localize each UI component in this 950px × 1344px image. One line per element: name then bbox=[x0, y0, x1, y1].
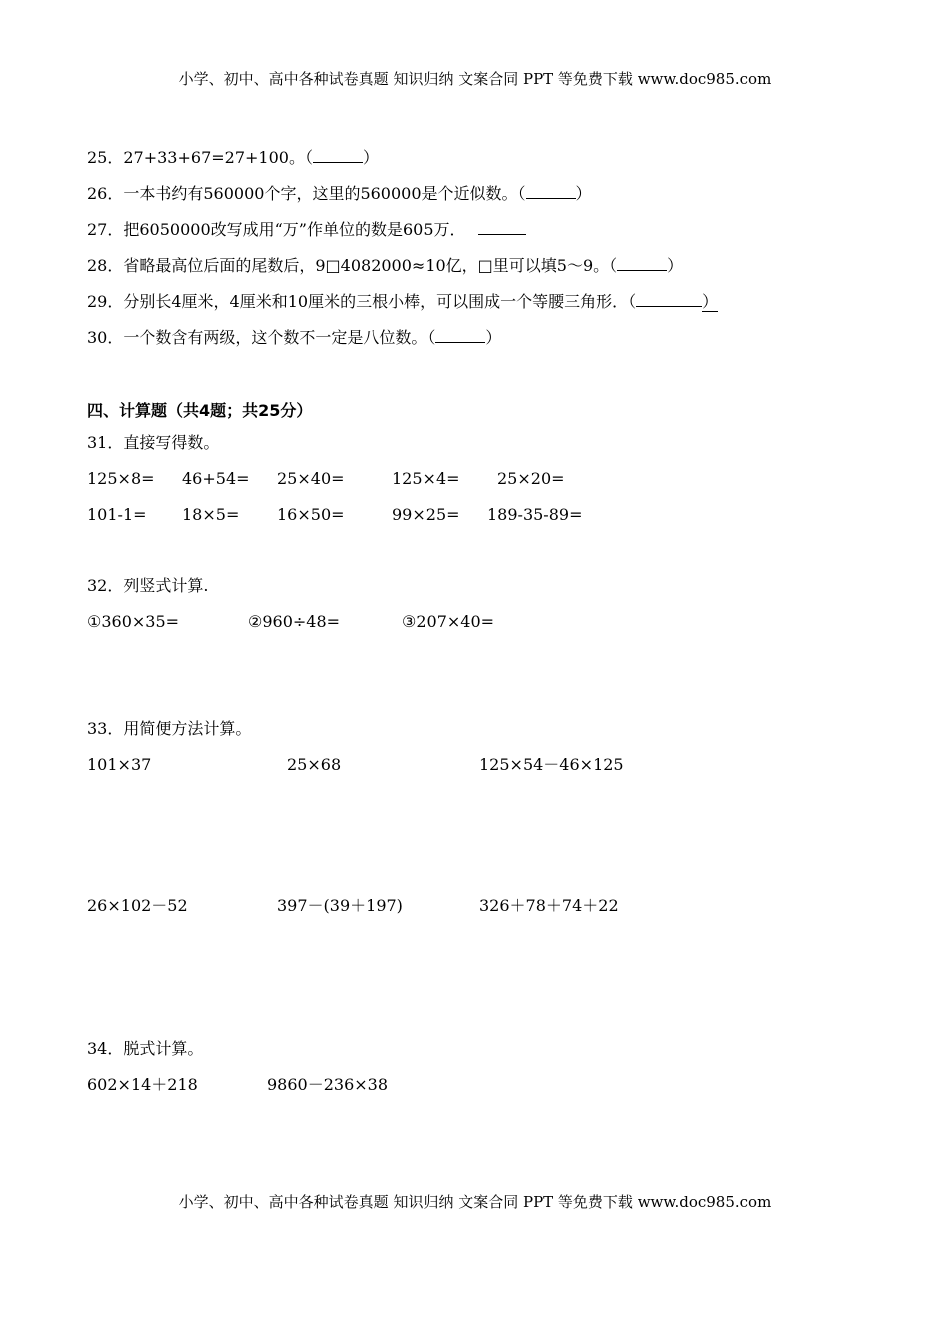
answer-blank-28[interactable] bbox=[617, 254, 667, 271]
question-30-close: ） bbox=[485, 328, 502, 347]
answer-blank-25[interactable] bbox=[313, 146, 363, 163]
question-28-close: ） bbox=[667, 256, 684, 275]
q31-expr: 18×5= bbox=[182, 505, 240, 524]
question-26-text: 26．一本书约有560000个字，这里的560000是个近似数。（ bbox=[87, 184, 526, 203]
q32-expr: ③207×40= bbox=[402, 612, 495, 631]
q33-expr: 326＋78＋74＋22 bbox=[479, 896, 619, 915]
q31-expr: 125×8= bbox=[87, 469, 155, 488]
q31-expr: 101-1= bbox=[87, 505, 147, 524]
question-26 bbox=[87, 182, 592, 204]
q33-expr: 125×54－46×125 bbox=[479, 755, 624, 774]
question-29-close: ） bbox=[702, 292, 719, 311]
question-32-title: 32．列竖式计算. bbox=[87, 576, 209, 595]
answer-blank-29[interactable] bbox=[636, 290, 702, 307]
question-31-title: 31．直接写得数。 bbox=[87, 433, 220, 452]
question-27 bbox=[87, 218, 526, 240]
question-29 bbox=[87, 290, 718, 312]
answer-blank-26[interactable] bbox=[526, 182, 576, 199]
page-header: 小学、初中、高中各种试卷真题 知识归纳 文案合同 PPT 等免费下载 www.doc985.com bbox=[178, 70, 772, 88]
answer-blank-30[interactable] bbox=[435, 326, 485, 343]
question-27-text: 27．把6050000改写成用“万”作单位的数是605万． bbox=[87, 220, 466, 239]
q31-expr: 46+54= bbox=[182, 469, 250, 488]
q34-expr: 9860－236×38 bbox=[267, 1075, 389, 1094]
question-26-close: ） bbox=[575, 184, 592, 203]
page-footer: 小学、初中、高中各种试卷真题 知识归纳 文案合同 PPT 等免费下载 www.doc985.com bbox=[178, 1193, 772, 1211]
question-34-title: 34．脱式计算。 bbox=[87, 1039, 204, 1058]
question-30 bbox=[87, 326, 501, 348]
answer-blank-27[interactable] bbox=[478, 218, 526, 235]
q33-expr: 397－(39＋197) bbox=[277, 896, 403, 915]
q33-expr: 101×37 bbox=[87, 755, 152, 774]
q31-expr: 189-35-89= bbox=[487, 505, 583, 524]
question-30-text: 30．一个数含有两级，这个数不一定是八位数。（ bbox=[87, 328, 436, 347]
q31-expr: 25×40= bbox=[277, 469, 345, 488]
question-25-close: ） bbox=[362, 148, 379, 167]
q34-expr: 602×14＋218 bbox=[87, 1075, 198, 1094]
question-28 bbox=[87, 254, 683, 276]
question-25 bbox=[87, 146, 379, 168]
q33-expr: 25×68 bbox=[287, 755, 342, 774]
question-33-title: 33．用简便方法计算。 bbox=[87, 719, 252, 738]
q31-expr: 125×4= bbox=[392, 469, 460, 488]
q31-expr: 16×50= bbox=[277, 505, 345, 524]
q31-expr: 99×25= bbox=[392, 505, 460, 524]
question-29-text: 29．分别长4厘米，4厘米和10厘米的三根小棒，可以围成一个等腰三角形．（ bbox=[87, 292, 637, 311]
q32-expr: ②960÷48= bbox=[248, 612, 341, 631]
question-25-text: 25．27+33+67=27+100。（ bbox=[87, 148, 313, 167]
q31-expr: 25×20= bbox=[497, 469, 565, 488]
q32-expr: ①360×35= bbox=[87, 612, 180, 631]
q33-expr: 26×102－52 bbox=[87, 896, 188, 915]
section-title: 四、计算题（共4题；共25分） bbox=[87, 401, 313, 420]
question-28-text: 28．省略最高位后面的尾数后，9□4082000≈10亿，□里可以填5～9。（ bbox=[87, 256, 618, 275]
